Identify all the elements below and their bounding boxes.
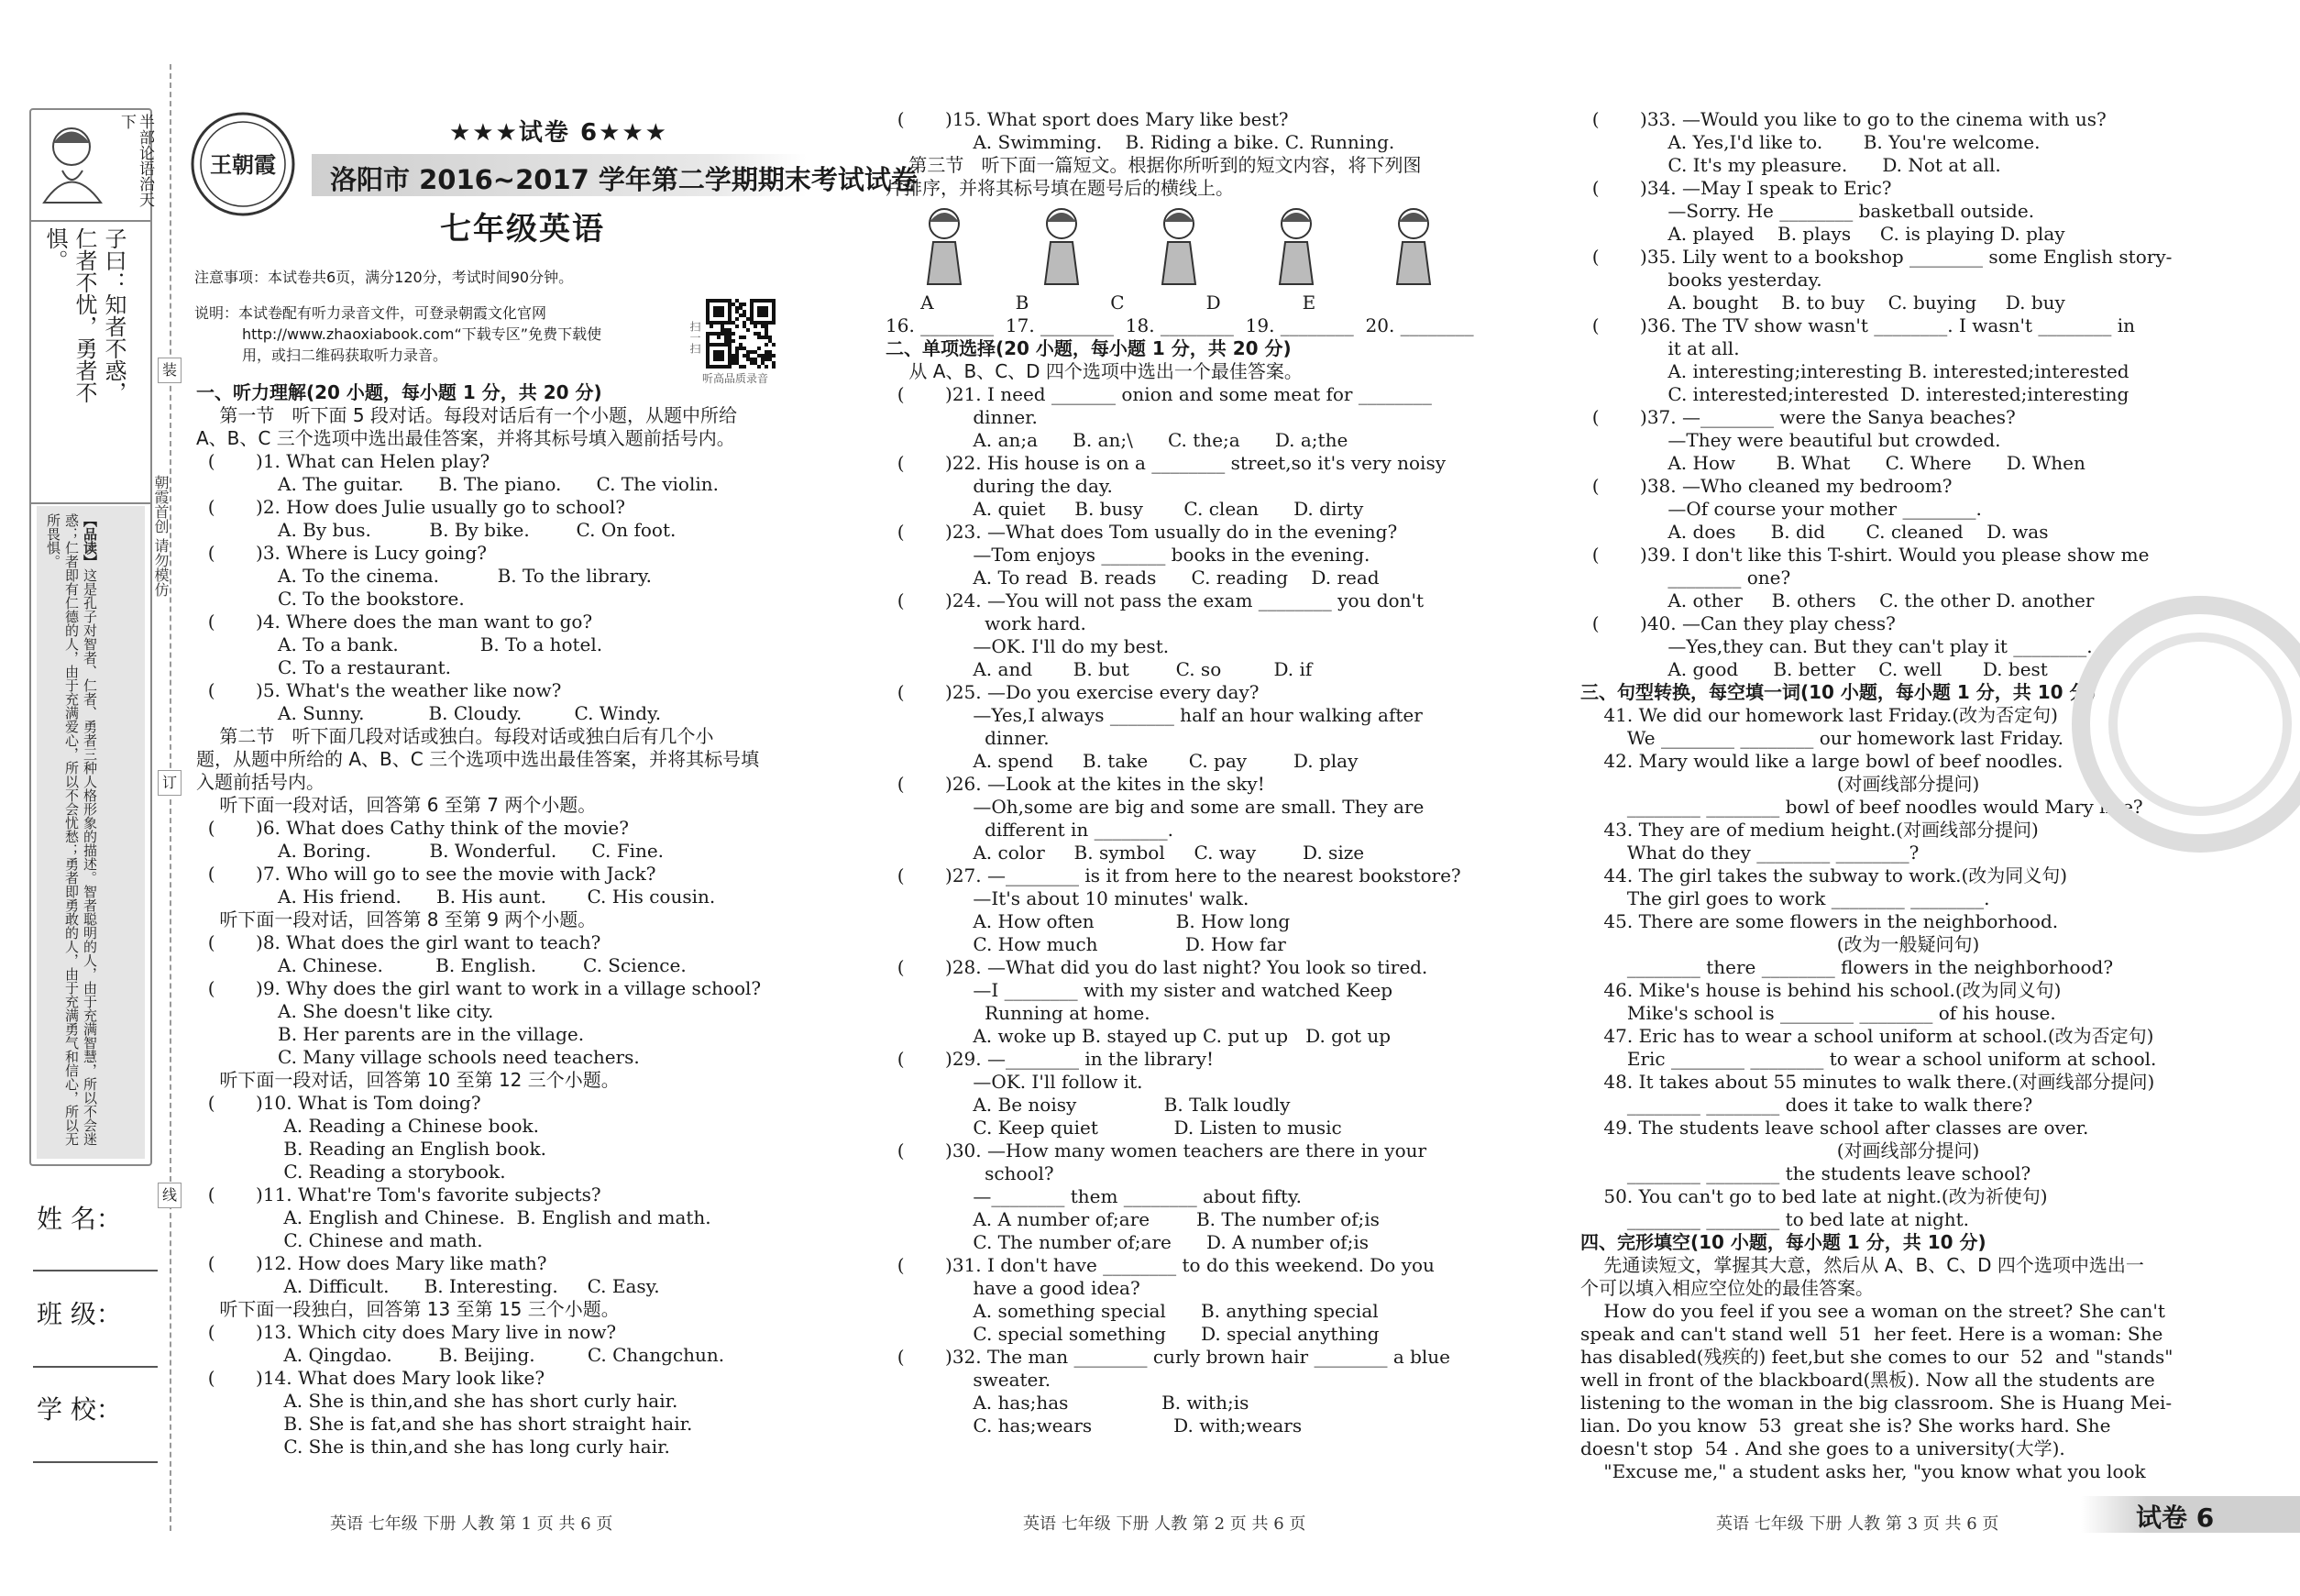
binding-line [170, 64, 171, 1531]
text-line: ( )29. —________ in the library! [886, 1048, 1215, 1070]
brand-note: 朝霞首创 请勿模仿 [152, 475, 170, 598]
text-line: ( )15. What sport does Mary like best? [886, 108, 1289, 130]
text-line: C. How much D. How far [886, 933, 1286, 955]
text-line: school? [886, 1162, 1054, 1184]
text-line: 听下面一段对话，回答第 6 至第 7 两个小题。 [196, 794, 597, 816]
text-line: ( )32. The man ________ curly brown hair ________ a blue [886, 1346, 1451, 1368]
text-line: doesn't stop 54 . And she goes to a university(大学). [1580, 1437, 2065, 1459]
text-line: ________ ________ the students leave school? [1580, 1162, 2031, 1184]
exam-notice: 注意事项：本试卷共6页，满分120分，考试时间90分钟。 [194, 269, 574, 286]
text-line: ( )12. How does Mary like math? [196, 1252, 547, 1274]
text-line: ________ there ________ flowers in the neighborhood? [1580, 956, 2114, 978]
text-line: ( )38. —Who cleaned my bedroom? [1580, 475, 1953, 497]
text-line: C. has;wears D. with;wears [886, 1414, 1303, 1436]
text-line: 先通读短文，掌握其大意，然后从 A、B、C、D 四个选项中选出一 [1580, 1254, 2144, 1276]
text-line: 听下面一段对话，回答第 10 至第 12 三个小题。 [196, 1069, 620, 1091]
section-heading: 二、单项选择(20 小题，每小题 1 分，共 20 分) [886, 337, 1292, 359]
paper-number: ★★★试卷 6★★★ [449, 119, 668, 147]
text-line: —Tom enjoys _______ books in the evening. [886, 544, 1370, 566]
text-line: ( )23. —What does Tom usually do in the evening? [886, 521, 1398, 543]
text-line: ( )6. What does Cathy think of the movie? [196, 817, 629, 839]
text-line: 听下面一段对话，回答第 8 至第 9 两个小题。 [196, 908, 597, 930]
section-heading: 一、听力理解(20 小题，每小题 1 分，共 20 分) [196, 381, 602, 403]
picture-E [1397, 209, 1430, 284]
qr-code[interactable] [706, 299, 776, 369]
text-line: (对画线部分提问) [1580, 773, 1980, 795]
text-line: C. special something D. special anything [886, 1323, 1380, 1345]
picture-D [1280, 209, 1313, 284]
text-line: Running at home. [886, 1002, 1150, 1024]
text-line: ( )21. I need _______ onion and some meat for ________ [886, 383, 1432, 405]
text-line: ( )24. —You will not pass the exam ________ you don't [886, 589, 1424, 611]
text-line: C. interested;interested D. interested;interesting [1580, 383, 2129, 405]
text-line: A. To read B. reads C. reading D. read [886, 567, 1380, 589]
text-line: A. does B. did C. cleaned D. was [1580, 521, 2049, 543]
text-line: —Oh,some are big and some are small. They are [886, 796, 1425, 818]
text-line: sweater. [886, 1369, 1051, 1391]
text-line: —Yes,I always _______ half an hour walking after [886, 704, 1423, 726]
text-line: A. quiet B. busy C. clean D. dirty [886, 498, 1364, 520]
text-line: A. English and Chinese. B. English and math. [196, 1206, 711, 1228]
text-line: listening to the woman in the big classroom. She is Huang Mei- [1580, 1392, 2173, 1414]
text-line: 43. They are of medium height.(对画线部分提问) [1580, 819, 2039, 841]
text-line: ( )39. I don't like this T-shirt. Would you please show me [1580, 544, 2150, 566]
text-line: A. other B. others C. the other D. another [1580, 589, 2095, 611]
text-line: has disabled(残疾的) feet,but she comes to our 52 and "stands" [1580, 1346, 2173, 1368]
text-line: ( )14. What does Mary look like? [196, 1367, 545, 1389]
audio-note: 说明：本试卷配有听力录音文件，可登录朝霞文化官网 http://www.zhaoxiabook.com“下载专区”免费下载使 用，或扫二维码获取听力录音。 [194, 304, 602, 364]
text-line: A. Be noisy B. Talk loudly [886, 1094, 1291, 1116]
text-line: 46. Mike's house is behind his school.(改为同义句) [1580, 979, 2062, 1001]
text-line: it at all. [1580, 337, 1740, 359]
text-line: B. Her parents are in the village. [196, 1023, 585, 1045]
text-line: C. To a restaurant. [196, 656, 452, 678]
text-line: We ________ ________ our homework last Friday. [1580, 727, 2063, 749]
text-line: A. Chinese. B. English. C. Science. [196, 954, 687, 976]
text-line: ( )37. —________ were the Sanya beaches? [1580, 406, 2016, 428]
text-line: A. has;has B. with;is [886, 1392, 1249, 1414]
text-line: 入题前括号内。 [196, 771, 325, 793]
confucius-quote: 子曰：知者不惑，仁者不忧，勇者不惧。 [42, 227, 127, 403]
text-line: (对画线部分提问) [1580, 1139, 1980, 1161]
text-line: books yesterday. [1580, 269, 1822, 291]
text-line: 第一节 听下面 5 段对话。每段对话后有一个小题，从题中所给 [196, 404, 737, 426]
text-line: The girl goes to work ________ ________. [1580, 887, 1990, 909]
text-line: —OK. I'll follow it. [886, 1071, 1143, 1093]
text-line: 16. ________ 17. ________ 18. ________ 19. ________ 20. ________ [886, 314, 1474, 336]
text-line: 第二节 听下面几段对话或独白。每段对话或独白后有几个小 [196, 725, 714, 747]
text-line: ( )30. —How many women teachers are there in your [886, 1139, 1427, 1161]
text-line: How do you feel if you see a woman on the street? She can't [1580, 1300, 2165, 1322]
seal-char-3: 线 [158, 1183, 182, 1208]
text-line: A. To a bank. B. To a hotel. [196, 633, 603, 655]
text-line: ( )13. Which city does Mary live in now? [196, 1321, 617, 1343]
qr-side-note: 扫一扫 [688, 321, 701, 354]
subject-title: 七年级英语 [440, 211, 605, 248]
page-footer-2: 英语 七年级 下册 人教 第 2 页 共 6 页 [1023, 1514, 1306, 1534]
text-line: ( )36. The TV show wasn't ________. I wasn't ________ in [1580, 314, 2135, 336]
text-line: 片排序，并将其标号填在题号后的横线上。 [886, 177, 1234, 199]
text-line: ( )4. Where does the man want to go? [196, 611, 593, 633]
text-line: 第三节 听下面一篇短文。根据你所听到的短文内容，将下列图 [886, 154, 1422, 176]
text-line: ( )2. How does Julie usually go to school? [196, 496, 625, 518]
watermark-seal [2044, 587, 2300, 862]
text-line: during the day. [886, 475, 1113, 497]
text-line: C. Reading a storybook. [196, 1161, 506, 1183]
exam-title: 洛阳市 2016~2017 学年第二学期期末考试试卷 [330, 164, 918, 195]
text-line: C. Many village schools need teachers. [196, 1046, 640, 1068]
corner-label: 试卷 6 [2136, 1502, 2215, 1533]
text-line: A. something special B. anything special [886, 1300, 1379, 1322]
text-line: Eric ________ ________ to wear a school uniform at school. [1580, 1048, 2157, 1070]
confucius-portrait [35, 116, 114, 207]
school-field[interactable] [33, 1461, 158, 1463]
top-motto: 半部论语治天下 [117, 114, 154, 207]
text-line: C. To the bookstore. [196, 588, 465, 610]
text-line: ( )25. —Do you exercise every day? [886, 681, 1260, 703]
text-line: different in ________. [886, 819, 1173, 841]
text-line: A. His friend. B. His aunt. C. His cousin. [196, 886, 716, 908]
text-line: A. spend B. take C. pay D. play [886, 750, 1359, 772]
text-line: A. She is thin,and she has short curly hair. [196, 1390, 678, 1412]
text-line: 41. We did our homework last Friday.(改为否定句) [1580, 704, 2058, 726]
text-line: A. interesting;interesting B. interested;interested [1580, 360, 2129, 382]
section-heading: 三、句型转换，每空填一词(10 小题，每小题 1 分，共 10 分) [1580, 681, 2096, 703]
svg-text:王朝霞: 王朝霞 [210, 152, 276, 178]
seal-char-1: 装 [158, 358, 182, 383]
text-line: 44. The girl takes the subway to work.(改为同义句) [1580, 864, 2068, 886]
text-line: —Of course your mother ________. [1580, 498, 1982, 520]
qr-caption: 听高品质录音 [702, 372, 769, 385]
text-line: 50. You can't go to bed late at night.(改为祈使句) [1580, 1185, 2048, 1207]
text-line: 42. Mary would like a large bowl of beef noodles. [1580, 750, 2063, 772]
text-line: A. The guitar. B. The piano. C. The violin. [196, 473, 719, 495]
brand-logo [189, 110, 297, 218]
text-line: A. played B. plays C. is playing D. play [1580, 223, 2065, 245]
text-line: —It's about 10 minutes' walk. [886, 887, 1249, 909]
text-line: ( )7. Who will go to see the movie with Jack? [196, 863, 656, 885]
text-line: C. She is thin,and she has long curly hair. [196, 1436, 670, 1458]
text-line: C. Chinese and math. [196, 1229, 483, 1251]
text-line: ( )1. What can Helen play? [196, 450, 490, 472]
seal-char-2: 订 [158, 770, 182, 796]
text-line: A、B、C 三个选项中选出最佳答案，并将其标号填入题前括号内。 [196, 427, 735, 449]
text-line: A. color B. symbol C. way D. size [886, 842, 1365, 864]
text-line: ________ ________ to bed late at night. [1580, 1208, 1970, 1230]
name-label: 姓 名： [37, 1204, 122, 1234]
text-line: A. Swimming. B. Riding a bike. C. Running. [886, 131, 1395, 153]
text-line: ( )34. —May I speak to Eric? [1580, 177, 1892, 199]
text-line: C. It's my pleasure. D. Not at all. [1580, 154, 2001, 176]
text-line: A. Sunny. B. Cloudy. C. Windy. [196, 702, 662, 724]
text-line: A. How B. What C. Where D. When [1580, 452, 2085, 474]
text-line: ( )10. What is Tom doing? [196, 1092, 481, 1114]
text-line: C. Keep quiet D. Listen to music [886, 1117, 1342, 1139]
text-line: ( )3. Where is Lucy going? [196, 542, 487, 564]
text-line: dinner. [886, 727, 1050, 749]
picture-row [908, 202, 1476, 293]
text-line: —I ________ with my sister and watched Keep [886, 979, 1393, 1001]
text-line: 个可以填入相应空位处的最佳答案。 [1580, 1277, 1874, 1299]
text-line: A B C D E [886, 292, 1316, 314]
text-line: A. good B. better C. well D. best [1580, 658, 2048, 680]
text-line: ________ one? [1580, 567, 1791, 589]
picture-B [1045, 209, 1078, 284]
text-line: ( )27. —________ is it from here to the nearest bookstore? [886, 864, 1461, 886]
text-line: work hard. [886, 612, 1086, 634]
class-label: 班 级： [37, 1299, 122, 1329]
text-line: well in front of the blackboard(黑板). Now all the students are [1580, 1369, 2155, 1391]
page-footer-1: 英语 七年级 下册 人教 第 1 页 共 6 页 [330, 1514, 613, 1534]
sidebar-motto-box [29, 108, 152, 1166]
text-line: A. an;a B. an;\ C. the;a D. a;the [886, 429, 1348, 451]
text-line: A. By bus. B. By bike. C. On foot. [196, 519, 677, 541]
text-line: ( )22. His house is on a ________ street,so it's very noisy [886, 452, 1447, 474]
picture-A [928, 209, 961, 284]
text-line: ( )11. What're Tom's favorite subjects? [196, 1183, 601, 1205]
text-line: A. Difficult. B. Interesting. C. Easy. [196, 1275, 660, 1297]
text-line: ( )9. Why does the girl want to work in a village school? [196, 977, 762, 999]
text-line: have a good idea? [886, 1277, 1140, 1299]
text-line: A. Reading a Chinese book. [196, 1115, 539, 1137]
text-line: lian. Do you know 53 great she is? She works hard. She [1580, 1414, 2111, 1436]
text-line: A. bought B. to buy C. buying D. buy [1580, 292, 2065, 314]
text-line: (改为一般疑问句) [1580, 933, 1980, 955]
text-line: Mike's school is ________ ________ of his house. [1580, 1002, 2056, 1024]
text-line: —Yes,they can. But they can't play it ________. [1580, 635, 2093, 657]
text-line: A. To the cinema. B. To the library. [196, 565, 652, 587]
text-line: ( )33. —Would you like to go to the cinema with us? [1580, 108, 2107, 130]
commentary-text: 【品读】这是孔子对智者、仁者、勇者三种人格形象的描述。智者聪明的人，由于充满智慧，所以不会迷惑；仁者即有仁德的人，由于充满爱心，所以不会忧愁；勇者即勇敢的人，由于充满勇气和信心，所以无所畏惧。 [45, 513, 98, 1146]
text-line: 49. The students leave school after classes are over. [1580, 1117, 2089, 1139]
text-line: 47. Eric has to wear a school uniform at school.(改为否定句) [1580, 1025, 2154, 1047]
text-line: B. Reading an English book. [196, 1138, 546, 1160]
text-line: 听下面一段独白，回答第 13 至第 15 三个小题。 [196, 1298, 620, 1320]
text-line: ( )35. Lily went to a bookshop ________ some English story- [1580, 246, 2173, 268]
text-line: —Sorry. He ________ basketball outside. [1580, 200, 2035, 222]
text-line: A. A number of;are B. The number of;is [886, 1208, 1380, 1230]
text-line: A. Boring. B. Wonderful. C. Fine. [196, 840, 665, 862]
text-line: 从 A、B、C、D 四个选项中选出一个最佳答案。 [886, 360, 1303, 382]
picture-C [1162, 209, 1195, 284]
text-line: A. woke up B. stayed up C. put up D. got up [886, 1025, 1392, 1047]
text-line: speak and can't stand well 51 her feet. Here is a woman: She [1580, 1323, 2163, 1345]
text-line: ( )28. —What did you do last night? You look so tired. [886, 956, 1428, 978]
text-line: ________ ________ does it take to walk there? [1580, 1094, 2033, 1116]
text-line: A. Qingdao. B. Beijing. C. Changchun. [196, 1344, 725, 1366]
text-line: —________ them ________ about fifty. [886, 1185, 1302, 1207]
text-line: C. The number of;are D. A number of;is [886, 1231, 1369, 1253]
section-heading: 四、完形填空(10 小题，每小题 1 分，共 10 分) [1580, 1231, 1986, 1253]
school-label: 学 校： [37, 1394, 122, 1425]
class-field[interactable] [33, 1366, 158, 1368]
name-field[interactable] [33, 1270, 158, 1271]
text-line: ( )40. —Can they play chess? [1580, 612, 1896, 634]
text-line: A. Yes,I'd like to. B. You're welcome. [1580, 131, 2041, 153]
text-line: ( )5. What's the weather like now? [196, 679, 562, 701]
text-line: ( )31. I don't have ________ to do this weekend. Do you [886, 1254, 1435, 1276]
text-line: —They were beautiful but crowded. [1580, 429, 2001, 451]
text-line: What do they ________ ________? [1580, 842, 1920, 864]
text-line: 45. There are some flowers in the neighborhood. [1580, 910, 2059, 932]
text-line: ________ ________ bowl of beef noodles would Mary like? [1580, 796, 2143, 818]
text-line: "Excuse me," a student asks her, "you know what you look [1580, 1460, 2146, 1482]
text-line: ( )26. —Look at the kites in the sky! [886, 773, 1265, 795]
text-line: 48. It takes about 55 minutes to walk there.(对画线部分提问) [1580, 1071, 2155, 1093]
page-footer-3: 英语 七年级 下册 人教 第 3 页 共 6 页 [1716, 1514, 1999, 1534]
text-line: —OK. I'll do my best. [886, 635, 1170, 657]
text-line: 题，从题中所给的 A、B、C 三个选项中选出最佳答案，并将其标号填 [196, 748, 760, 770]
text-line: A. How often B. How long [886, 910, 1291, 932]
text-line: dinner. [886, 406, 1038, 428]
text-line: B. She is fat,and she has short straight hair. [196, 1413, 693, 1435]
text-line: A. and B. but C. so D. if [886, 658, 1313, 680]
text-line: A. She doesn't like city. [196, 1000, 494, 1022]
text-line: ( )8. What does the girl want to teach? [196, 931, 601, 953]
